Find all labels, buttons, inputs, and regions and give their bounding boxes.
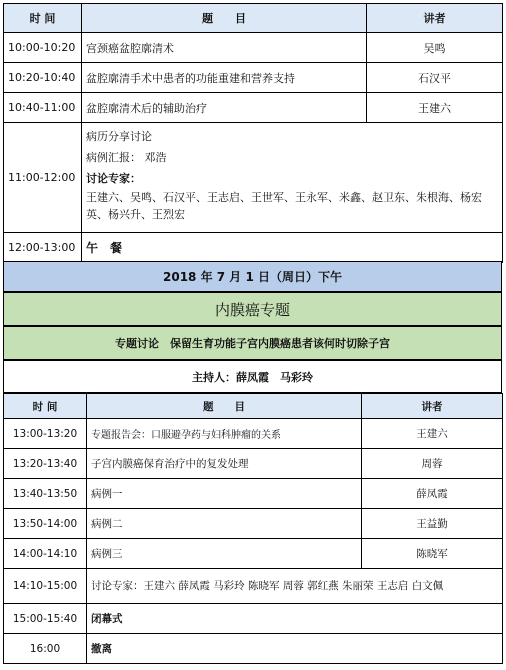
leave-row — [4, 634, 503, 664]
row-speaker: 周蓉 — [362, 449, 503, 479]
case-discussion-row — [4, 123, 503, 233]
closing-row — [4, 604, 503, 634]
row-topic: 专题报告会：口服避孕药与妇科肿瘤的关系 — [87, 419, 362, 449]
row-speaker: 陈晓军 — [362, 539, 503, 569]
afternoon-schedule-table — [3, 393, 503, 664]
header-topic: 题 目 — [87, 394, 362, 419]
row-speaker: 王益勤 — [362, 509, 503, 539]
row-time: 13:20-13:40 — [4, 449, 87, 479]
case-line-2: 病例汇报： 邓浩 — [86, 151, 167, 164]
table-row — [4, 539, 503, 569]
row-topic: 病例三 — [87, 539, 362, 569]
table-row — [4, 509, 503, 539]
row-speaker: 王建六 — [362, 419, 503, 449]
row-time: 13:40-13:50 — [4, 479, 87, 509]
row-time: 10:40-11:00 — [4, 93, 82, 123]
row-topic: 子宫内膜癌保育治疗中的复发处理 — [87, 449, 362, 479]
row-time: 10:20-10:40 — [4, 63, 82, 93]
discussion-row — [4, 569, 503, 604]
row-time: 14:00-14:10 — [4, 539, 87, 569]
morning-header-row — [4, 4, 503, 33]
row-topic: 病例一 — [87, 479, 362, 509]
row-speaker: 王建六 — [367, 93, 503, 123]
table-row — [4, 449, 503, 479]
header-speaker: 讲者 — [367, 4, 503, 33]
session-host: 主持人：薛凤霞 马彩玲 — [3, 360, 502, 393]
table-row — [4, 93, 503, 123]
row-time: 13:50-14:00 — [4, 509, 87, 539]
row-topic: 病例二 — [87, 509, 362, 539]
session-title: 内膜癌专题 — [3, 292, 502, 326]
row-time: 16:00 — [4, 634, 87, 664]
header-speaker: 讲者 — [362, 394, 503, 419]
table-row — [4, 479, 503, 509]
leave-label: 撤离 — [87, 634, 503, 664]
table-row — [4, 63, 503, 93]
lunch-label: 午 餐 — [82, 233, 503, 263]
afternoon-header-row — [4, 394, 503, 419]
morning-schedule-table — [3, 3, 503, 263]
lunch-row — [4, 233, 503, 263]
afternoon-date-band: 2018 年 7 月 1 日（周日）下午 — [3, 261, 502, 292]
header-topic: 题 目 — [82, 4, 367, 33]
row-time: 10:00-10:20 — [4, 33, 82, 63]
row-speaker: 石汉平 — [367, 63, 503, 93]
row-topic: 宫颈癌盆腔廓清术 — [82, 33, 367, 63]
discussion-experts: 讨论专家：王建六 薛凤霞 马彩玲 陈晓军 周蓉 郭红燕 朱丽荣 王志启 白文佩 — [87, 569, 503, 604]
header-time: 时 间 — [4, 4, 82, 33]
row-topic: 盆腔廓清术后的辅助治疗 — [82, 93, 367, 123]
row-time: 11:00-12:00 — [4, 123, 82, 233]
header-time: 时 间 — [4, 394, 87, 419]
row-time: 12:00-13:00 — [4, 233, 82, 263]
case-discussion-cell — [82, 123, 503, 233]
table-row — [4, 419, 503, 449]
experts-label: 讨论专家： — [86, 172, 141, 185]
row-time: 14:10-15:00 — [4, 569, 87, 604]
row-time: 15:00-15:40 — [4, 604, 87, 634]
row-speaker: 吴鸣 — [367, 33, 503, 63]
row-topic: 盆腔廓清手术中患者的功能重建和营养支持 — [82, 63, 367, 93]
row-time: 13:00-13:20 — [4, 419, 87, 449]
table-row — [4, 33, 503, 63]
case-line-1: 病历分享讨论 — [86, 130, 152, 143]
row-speaker: 薛凤霞 — [362, 479, 503, 509]
session-subtitle: 专题讨论 保留生育功能子宫内膜癌患者该何时切除子宫 — [3, 326, 502, 360]
closing-label: 闭幕式 — [87, 604, 503, 634]
experts-list: 王建六、吴鸣、石汉平、王志启、王世军、王永军、米鑫、赵卫东、朱根海、杨宏英、杨兴升、王烈宏 — [86, 191, 482, 221]
